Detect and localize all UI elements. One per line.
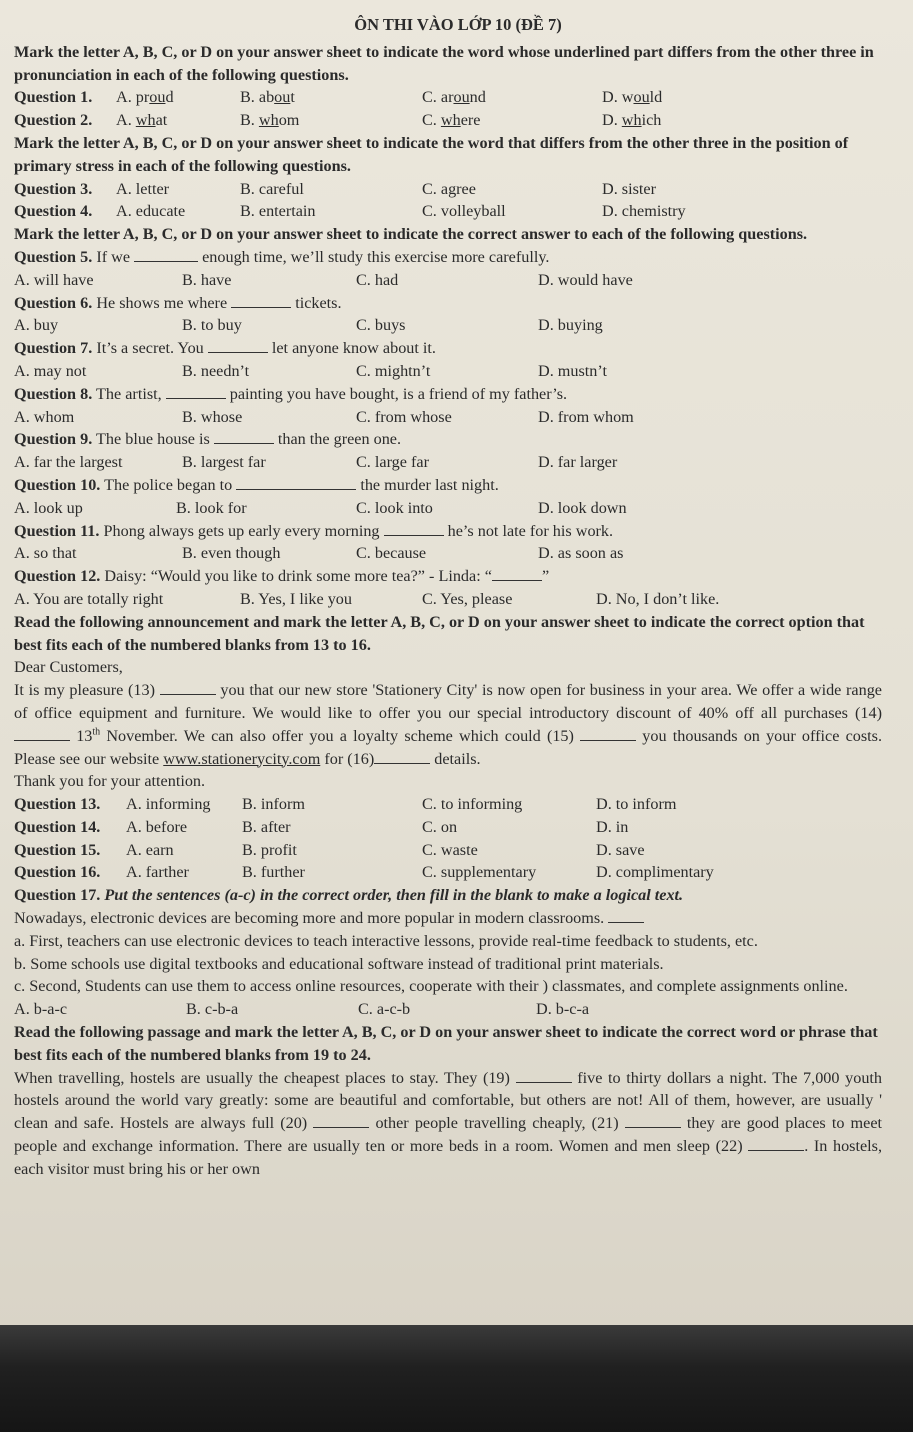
q15-option-b[interactable]: B. profit bbox=[242, 840, 297, 859]
q11-option-a[interactable]: A. so that bbox=[14, 544, 77, 563]
q15-option-a[interactable]: A. earn bbox=[126, 840, 174, 859]
q3-option-d[interactable]: D. sister bbox=[602, 179, 656, 198]
q6-stem-start: He shows me where bbox=[96, 293, 228, 312]
question-6-options bbox=[14, 314, 882, 337]
question-16 bbox=[14, 861, 882, 884]
passage-text-2: five to thirty dollars a night. The 7,000 youth hostels around the world vary greatly: some are beautiful and comfortable, but others are not! All of them, however, are usually ' clean and safe. Hostels are always full (20) bbox=[14, 1068, 883, 1133]
q13-option-c[interactable]: C. to informing bbox=[422, 795, 523, 814]
question-5-options bbox=[14, 269, 882, 292]
q9-option-a[interactable]: A. far the largest bbox=[14, 453, 123, 472]
question-2-label: Question 2. bbox=[14, 111, 93, 130]
q7-stem-end: let anyone know about it. bbox=[271, 339, 436, 358]
q8-stem-end: painting you have bought, is a friend of my father’s. bbox=[229, 384, 568, 403]
blank-13[interactable] bbox=[160, 680, 216, 695]
q8-option-c[interactable]: C. from whose bbox=[356, 407, 452, 426]
q13-option-b[interactable]: B. inform bbox=[242, 795, 305, 814]
q12-blank[interactable] bbox=[492, 566, 542, 581]
q13-option-d[interactable]: D. to inform bbox=[596, 795, 677, 814]
q17-blank[interactable] bbox=[608, 908, 644, 923]
q2-option-d[interactable]: D. which bbox=[602, 111, 662, 130]
question-17-stem bbox=[14, 884, 882, 907]
q17-sentence-c: c. Second, Students can use them to access online resources, cooperate with their ) classmates, and complete assignments online. bbox=[14, 977, 848, 996]
q17-intro-text: Nowadays, electronic devices are becoming more and more popular in modern classrooms. bbox=[14, 909, 605, 928]
question-11-stem bbox=[14, 520, 882, 543]
question-9-options bbox=[14, 451, 882, 474]
passage-text-4: they are good places to meet people and exchange information. There are usually ten or more beds in a room. Women and men sleep (22) bbox=[14, 1114, 883, 1156]
q9-option-b[interactable]: B. largest far bbox=[182, 453, 266, 472]
passage-text-1: When travelling, hostels are usually the cheapest places to stay. They (19) bbox=[14, 1068, 510, 1087]
question-11-label: Question 11. bbox=[14, 521, 100, 540]
q2-option-c[interactable]: C. where bbox=[422, 111, 481, 130]
question-14 bbox=[14, 816, 882, 839]
question-13 bbox=[14, 793, 882, 816]
q10-option-d[interactable]: D. look down bbox=[538, 498, 627, 517]
question-17-label: Question 17. bbox=[14, 886, 101, 905]
question-7-stem bbox=[14, 337, 882, 360]
q11-option-d[interactable]: D. as soon as bbox=[538, 544, 624, 563]
q3-option-a[interactable]: A. letter bbox=[116, 179, 170, 198]
blank-14[interactable] bbox=[14, 726, 70, 741]
announcement-body bbox=[14, 679, 882, 770]
q11-option-c[interactable]: C. because bbox=[356, 544, 427, 563]
q15-option-c[interactable]: C. waste bbox=[422, 840, 478, 859]
announce-date: 13 bbox=[76, 726, 93, 745]
blank-15[interactable] bbox=[580, 726, 636, 741]
blank-16[interactable] bbox=[374, 749, 430, 764]
q16-option-a[interactable]: A. farther bbox=[126, 863, 189, 882]
q14-option-d[interactable]: D. in bbox=[596, 817, 629, 836]
announce-text-6: details. bbox=[434, 749, 481, 768]
question-2 bbox=[14, 109, 882, 132]
q1-option-a[interactable]: A. proud bbox=[116, 88, 174, 107]
q14-option-b[interactable]: B. after bbox=[242, 817, 291, 836]
q5-option-c[interactable]: C. had bbox=[356, 270, 399, 289]
q5-stem-start: If we bbox=[96, 247, 131, 266]
q3-option-c[interactable]: C. agree bbox=[422, 179, 476, 198]
question-17-instruction: Put the sentences (a-c) in the correct order, then fill in the blank to make a logical text. bbox=[104, 886, 684, 905]
q14-option-a[interactable]: A. before bbox=[126, 817, 188, 836]
q15-option-d[interactable]: D. save bbox=[596, 840, 645, 859]
q12-stem-end: ” bbox=[541, 567, 550, 586]
question-1-label: Question 1. bbox=[14, 88, 93, 107]
announce-text-4: you thousands on your office costs. Please see our website bbox=[14, 726, 882, 768]
question-17-options bbox=[14, 998, 882, 1021]
q6-option-b[interactable]: B. to buy bbox=[182, 316, 242, 335]
q9-blank[interactable] bbox=[214, 429, 274, 444]
instruction-stress: Mark the letter A, B, C, or D on your answer sheet to indicate the word that differs from the other three in the position of primary stress in each of the following questions. bbox=[14, 133, 849, 175]
dark-background bbox=[0, 1325, 913, 1432]
instruction-correct-answer: Mark the letter A, B, C, or D on your answer sheet to indicate the correct answer to each of the following questions. bbox=[14, 225, 808, 244]
q11-stem-end: he’s not late for his work. bbox=[447, 521, 614, 540]
q4-option-d[interactable]: D. chemistry bbox=[602, 202, 686, 221]
q8-option-a[interactable]: A. whom bbox=[14, 407, 75, 426]
q12-stem-start: Daisy: “Would you like to drink some more tea?” - Linda: “ bbox=[104, 567, 492, 586]
passage-text-3: other people travelling cheaply, (21) bbox=[375, 1114, 619, 1133]
passage bbox=[14, 1067, 882, 1181]
question-12-options bbox=[14, 588, 882, 611]
q1-option-d[interactable]: D. would bbox=[602, 88, 663, 107]
q6-blank[interactable] bbox=[231, 293, 291, 308]
q11-blank[interactable] bbox=[384, 521, 444, 536]
question-3-label: Question 3. bbox=[14, 179, 93, 198]
q17-sentence-a: a. First, teachers can use electronic devices to teach interactive lessons, provide real-time feedback to students, etc. bbox=[14, 931, 758, 950]
question-12-stem bbox=[14, 565, 882, 588]
instruction-passage: Read the following passage and mark the letter A, B, C, or D on your answer sheet to indicate the correct word or phrase that best fits each of the numbered blanks from 19 to 24. bbox=[14, 1023, 878, 1064]
q10-blank[interactable] bbox=[236, 475, 356, 490]
q9-stem-end: than the green one. bbox=[277, 430, 402, 449]
exam-content bbox=[14, 14, 882, 1181]
q7-blank[interactable] bbox=[208, 338, 268, 353]
question-12-label: Question 12. bbox=[14, 567, 101, 586]
q12-option-c[interactable]: C. Yes, please bbox=[422, 589, 513, 608]
q8-blank[interactable] bbox=[166, 384, 226, 399]
question-9-label: Question 9. bbox=[14, 430, 93, 449]
question-10-options bbox=[14, 497, 882, 520]
question-15-label: Question 15. bbox=[14, 840, 101, 859]
q6-option-c[interactable]: C. buys bbox=[356, 316, 406, 335]
q9-option-d[interactable]: D. far larger bbox=[538, 453, 618, 472]
question-10-label: Question 10. bbox=[14, 475, 101, 494]
question-3 bbox=[14, 178, 882, 201]
question-7-options bbox=[14, 360, 882, 383]
question-9-stem bbox=[14, 428, 882, 451]
website-link[interactable]: www.stationerycity.com bbox=[163, 749, 321, 768]
q1-option-c[interactable]: C. around bbox=[422, 88, 486, 107]
q7-option-a[interactable]: A. may not bbox=[14, 361, 87, 380]
question-4 bbox=[14, 200, 882, 223]
announcement bbox=[14, 656, 882, 793]
question-13-label: Question 13. bbox=[14, 795, 101, 814]
announce-text-5: for (16) bbox=[324, 749, 375, 768]
q11-stem-start: Phong always gets up early every morning bbox=[103, 521, 380, 540]
question-6-stem bbox=[14, 292, 882, 315]
q12-option-d[interactable]: D. No, I don’t like. bbox=[596, 589, 720, 608]
question-15 bbox=[14, 839, 882, 862]
q8-stem-start: The artist, bbox=[96, 384, 162, 403]
question-8-label: Question 8. bbox=[14, 384, 93, 403]
question-5-label: Question 5. bbox=[14, 247, 93, 266]
q4-option-b[interactable]: B. entertain bbox=[240, 202, 316, 221]
q12-option-b[interactable]: B. Yes, I like you bbox=[240, 589, 352, 608]
q9-stem-start: The blue house is bbox=[96, 430, 210, 449]
exam-title: ÔN THI VÀO LỚP 10 (ĐỀ 7) bbox=[354, 15, 562, 34]
announcement-closing: Thank you for your attention. bbox=[14, 772, 206, 791]
q8-option-b[interactable]: B. whose bbox=[182, 407, 243, 426]
q12-option-a[interactable]: A. You are totally right bbox=[14, 589, 164, 608]
q8-option-d[interactable]: D. from whom bbox=[538, 407, 634, 426]
question-16-label: Question 16. bbox=[14, 863, 101, 882]
question-11-options bbox=[14, 542, 882, 565]
question-5-stem bbox=[14, 246, 882, 269]
q17-intro bbox=[14, 907, 882, 930]
q14-option-c[interactable]: C. on bbox=[422, 817, 458, 836]
q17-option-c[interactable]: C. a-c-b bbox=[358, 1000, 411, 1019]
q1-option-b[interactable]: B. about bbox=[240, 88, 295, 107]
q10-stem-end: the murder last night. bbox=[360, 475, 499, 494]
question-1 bbox=[14, 86, 882, 109]
q5-stem-end: enough time, we’ll study this exercise more carefully. bbox=[202, 247, 550, 266]
q7-option-c[interactable]: C. mightn’t bbox=[356, 361, 431, 380]
announcement-greeting: Dear Customers, bbox=[14, 658, 123, 677]
q17-sentence-b: b. Some schools use digital textbooks and educational software instead of traditional print materials. bbox=[14, 954, 664, 973]
q4-option-c[interactable]: C. volleyball bbox=[422, 202, 506, 221]
blank-22[interactable] bbox=[748, 1136, 804, 1151]
announce-text-3: November. We can also offer you a loyalty scheme which could (15) bbox=[106, 726, 574, 745]
instruction-announcement: Read the following announcement and mark the letter A, B, C, or D on your answer sheet to indicate the correct option that best fits each of the numbered blanks from 13 to 16. bbox=[14, 612, 865, 654]
q2-option-b[interactable]: B. whom bbox=[240, 111, 300, 130]
q7-stem-start: It’s a secret. You bbox=[96, 339, 204, 358]
q17-option-d[interactable]: D. b-c-a bbox=[536, 1000, 590, 1019]
q5-option-d[interactable]: D. would have bbox=[538, 270, 633, 289]
q13-option-a[interactable]: A. informing bbox=[126, 795, 211, 814]
announce-text-1: It is my pleasure (13) bbox=[14, 681, 156, 700]
question-14-label: Question 14. bbox=[14, 817, 101, 836]
q5-blank[interactable] bbox=[134, 247, 198, 262]
question-10-stem bbox=[14, 474, 882, 497]
question-6-label: Question 6. bbox=[14, 293, 93, 312]
q10-stem-start: The police began to bbox=[104, 475, 233, 494]
q6-stem-end: tickets. bbox=[295, 293, 342, 312]
announce-text-2: you that our new store 'Stationery City' is now open for business in your area. We offer a wide range of office equipment and furniture. We would like to offer you our special introductory discount of 40% off all purchases (14) bbox=[14, 681, 882, 722]
q5-option-a[interactable]: A. will have bbox=[14, 270, 94, 289]
q4-option-a[interactable]: A. educate bbox=[116, 202, 186, 221]
question-7-label: Question 7. bbox=[14, 339, 93, 358]
instruction-pronunciation: Mark the letter A, B, C, or D on your answer sheet to indicate the word whose underlined part differs from the other three in pronunciation in each of the following questions. bbox=[14, 42, 874, 84]
q10-option-a[interactable]: A. look up bbox=[14, 498, 83, 517]
question-8-stem bbox=[14, 383, 882, 406]
q17-option-b[interactable]: B. c-b-a bbox=[186, 1000, 239, 1019]
q5-option-b[interactable]: B. have bbox=[182, 270, 232, 289]
q16-option-b[interactable]: B. further bbox=[242, 863, 305, 882]
q2-option-a[interactable]: A. what bbox=[116, 111, 168, 130]
q17-option-a[interactable]: A. b-a-c bbox=[14, 1000, 68, 1019]
passage-text-5: . In hostels, each visitor must bring his or her own bbox=[14, 1137, 883, 1178]
q16-option-d[interactable]: D. complimentary bbox=[596, 863, 714, 882]
blank-19[interactable] bbox=[516, 1068, 572, 1083]
announce-date-suffix: th bbox=[92, 726, 101, 738]
q7-option-b[interactable]: B. needn’t bbox=[182, 361, 250, 380]
q6-option-d[interactable]: D. buying bbox=[538, 316, 603, 335]
q9-option-c[interactable]: C. large far bbox=[356, 453, 429, 472]
question-4-label: Question 4. bbox=[14, 202, 93, 221]
q10-option-b[interactable]: B. look for bbox=[176, 498, 247, 517]
blank-21[interactable] bbox=[625, 1113, 681, 1128]
q11-option-b[interactable]: B. even though bbox=[182, 544, 281, 563]
q6-option-a[interactable]: A. buy bbox=[14, 316, 59, 335]
q10-option-c[interactable]: C. look into bbox=[356, 498, 433, 517]
q3-option-b[interactable]: B. careful bbox=[240, 179, 304, 198]
question-8-options bbox=[14, 406, 882, 429]
q16-option-c[interactable]: C. supplementary bbox=[422, 863, 537, 882]
q7-option-d[interactable]: D. mustn’t bbox=[538, 361, 607, 380]
blank-20[interactable] bbox=[313, 1113, 369, 1128]
